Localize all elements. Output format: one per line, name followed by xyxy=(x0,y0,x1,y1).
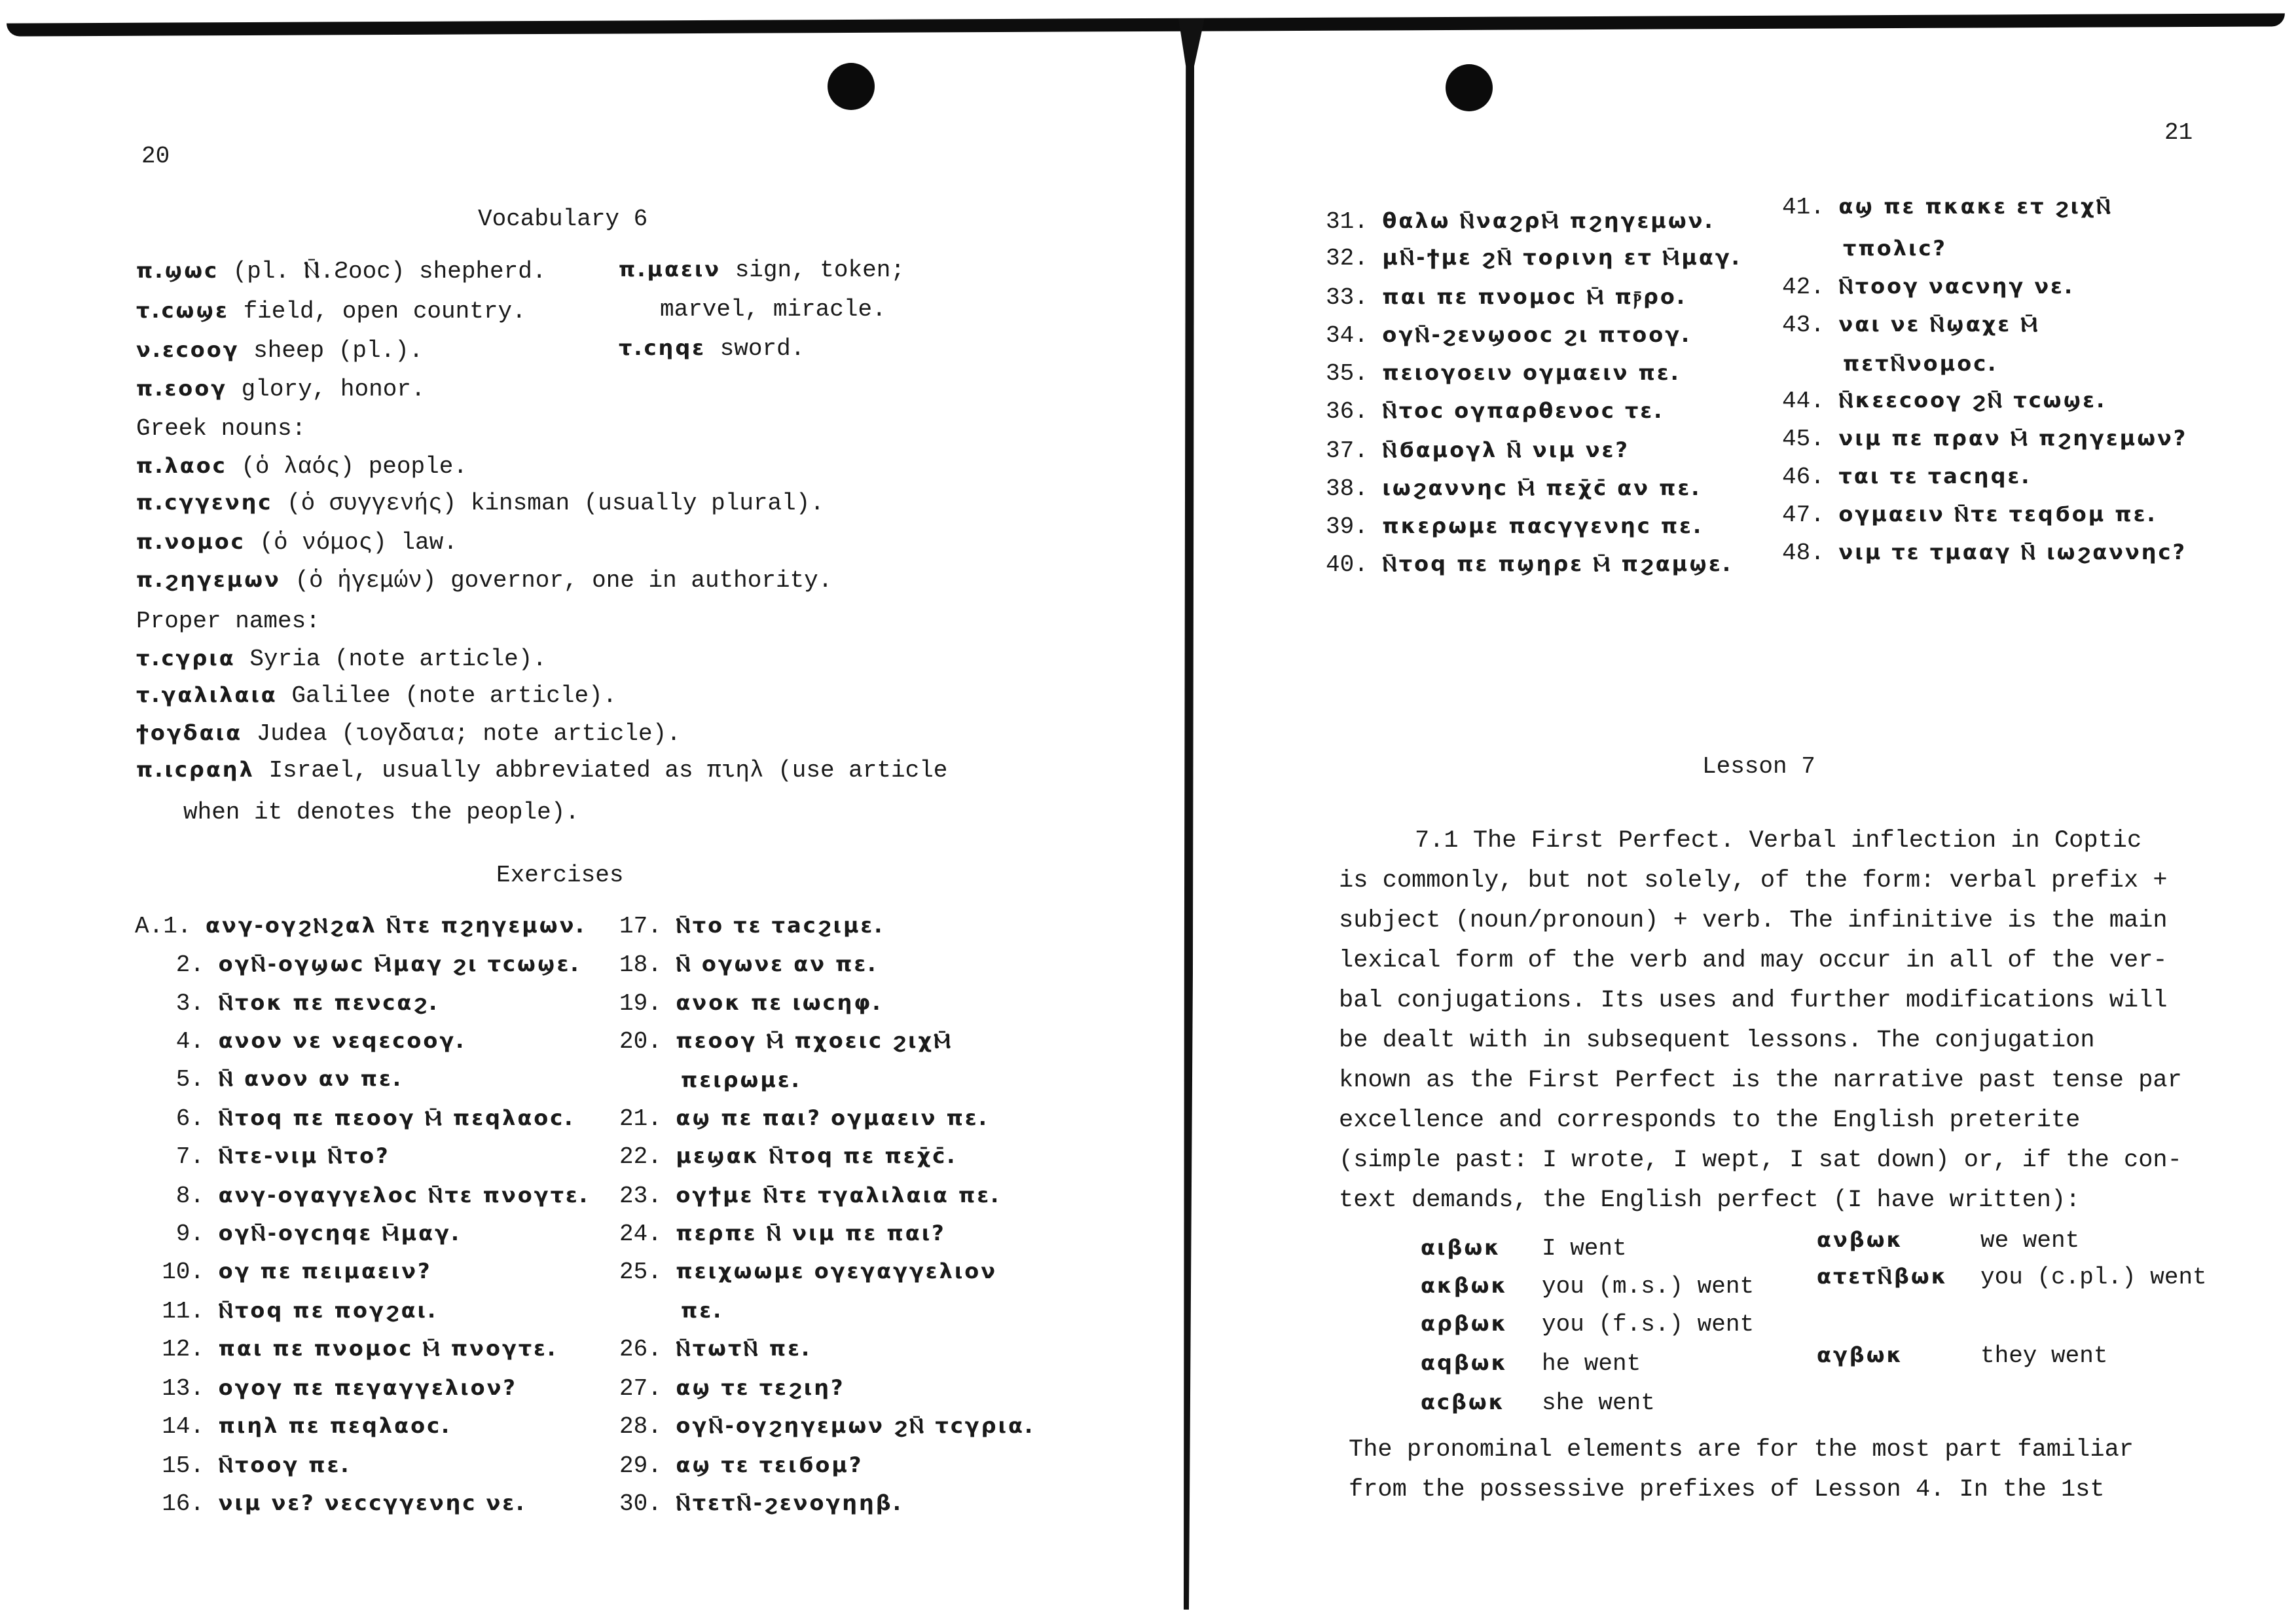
exercise-item: 23. ογϯμε Ⲛ̄τε τγαλιλαια πε. xyxy=(619,1183,1001,1209)
lesson-title: Lesson 7 xyxy=(1702,753,1815,780)
exercises-title: Exercises xyxy=(496,862,624,889)
paragraph-line: is commonly, but not solely, of the form: verbal prefix + xyxy=(1339,867,2168,895)
exercise-item: 42. Ⲛ̄τοογ ναcνηγ νε. xyxy=(1782,274,2075,301)
vocab-entry: π.ϩηγεμων (ὁ ἡγεμών) governor, one in authority. xyxy=(136,567,833,594)
exercise-item: 17. Ⲛ̄το τε τacϩιμε. xyxy=(619,913,884,940)
paragraph-line: bal conjugations. Its uses and further modifications will xyxy=(1339,987,2168,1014)
paragraph-line: lexical form of the verb and may occur in all of the ver- xyxy=(1339,947,2168,974)
exercise-item: 44. Ⲛ̄κεεcοογ ϩⲚ̄ τcωϣε. xyxy=(1782,388,2107,415)
vocab-entry-continuation: when it denotes the people). xyxy=(183,799,579,826)
exercise-item: 34. ογⲚ̄-ϩενϣοοc ϩι πτοογ. xyxy=(1326,322,1692,349)
exercise-item: 19. ανοκ πε ιωcηφ. xyxy=(619,990,883,1017)
conjugation-row: αρβωκ you (f.s.) went xyxy=(1421,1311,1755,1338)
conjugation-row: αqβωκ he went xyxy=(1421,1350,1641,1377)
vocab-entry: τ.cηqε sword. xyxy=(619,335,805,362)
paragraph-line: excellence and corresponds to the English preterite xyxy=(1339,1107,2081,1134)
exercise-item: 3. Ⲛ̄τοκ πε πενcαϩ. xyxy=(175,990,439,1017)
conjugation-row: ατετⲚ̄βωκ you (c.pl.) went xyxy=(1817,1264,2207,1291)
exercise-item: 15. Ⲛ̄τοογ πε. xyxy=(162,1452,351,1479)
scan-top-edge xyxy=(7,13,2285,36)
vocabulary-title: Vocabulary 6 xyxy=(478,206,648,232)
vocab-entry: π.μαειν sign, token; xyxy=(619,257,905,284)
vocab-entry: π.λαοc (ὁ λαός) people. xyxy=(136,453,467,480)
punch-hole-left xyxy=(828,63,875,110)
exercise-item-continuation: πειρωμε. xyxy=(681,1067,801,1092)
paragraph-line: The pronominal elements are for the most part familiar xyxy=(1349,1436,2134,1464)
vocab-entry: π.νομοc (ὁ νόμος) law. xyxy=(136,529,458,556)
exercise-item: 16. νιμ νε? νεccγγενηc νε. xyxy=(162,1490,526,1517)
conjugation-row: αcβωκ she went xyxy=(1421,1390,1655,1416)
exercise-item: 32. μⲚ̄-ϯμε ϩⲚ̄ τορινη ετ Ⲙ̄μαγ. xyxy=(1326,245,1741,272)
exercise-item: 22. μεϣακ Ⲛ̄τοq πε πεχ̄c̄. xyxy=(619,1143,957,1170)
exercise-item: 5. Ⲛ̄ ανον αν πε. xyxy=(175,1066,403,1093)
exercise-item: 35. πειογοειν ογμαειν πε. xyxy=(1326,360,1681,387)
exercise-item: 7. Ⲛ̄τε-νιμ Ⲛ̄το? xyxy=(175,1143,390,1170)
exercise-item: 45. νιμ πε πραν Ⲙ̄ πϩηγεμων? xyxy=(1782,426,2188,452)
exercise-item-continuation: πετⲚ̄νομοc. xyxy=(1843,351,1998,376)
exercise-item: 18. Ⲛ̄ ογωνε αν πε. xyxy=(619,951,878,978)
vocab-entry: τ.cγρια Syria (note article). xyxy=(136,646,547,673)
exercise-item: 46. ται τε τacηqε. xyxy=(1782,464,2032,490)
exercise-item: 47. ογμαειν Ⲛ̄τε τεqϭομ πε. xyxy=(1782,502,2157,528)
paragraph-line: subject (noun/pronoun) + verb. The infinitive is the main xyxy=(1339,907,2168,934)
book-spine-shadow xyxy=(1178,18,1205,1610)
paragraph-line: known as the First Perfect is the narrative past tense par xyxy=(1339,1067,2182,1094)
exercise-item: 41. αϣ πε πκακε ετ ϩιχⲚ̄ xyxy=(1782,194,2113,221)
exercise-item: 14. πιηλ πε πεqλαοc. xyxy=(162,1413,452,1440)
exercise-item: 25. πειχωωμε ογεγαγγελιον xyxy=(619,1259,998,1285)
conjugation-row: αιβωκ I went xyxy=(1421,1235,1627,1262)
exercise-item: 30. Ⲛ̄τετⲚ̄-ϩενογηηβ. xyxy=(619,1490,903,1517)
proper-names-heading: Proper names: xyxy=(136,608,320,635)
exercise-item: 28. ογⲚ̄-ογϩηγεμων ϩⲚ̄ τcγρια. xyxy=(619,1413,1035,1440)
lesson-paragraph xyxy=(1339,821,2255,1221)
paragraph-line: from the possessive prefixes of Lesson 4. In the 1st xyxy=(1349,1476,2105,1504)
exercise-item: 33. παι πε πνομοc Ⲙ̄ πⲣ̄ρο. xyxy=(1326,284,1687,311)
exercise-item: 43. ναι νε Ⲛ̄ϣαχε Ⲙ̄ xyxy=(1782,312,2040,339)
exercise-item: 2. ογⲚ̄-ογϣωc Ⲙ̄μαγ ϩι τcωϣε. xyxy=(175,951,581,978)
paragraph-line: (simple past: I wrote, I wept, I sat down) or, if the con- xyxy=(1339,1147,2182,1174)
vocab-entry: π.ϣωc (pl. Ⲛ̄.ϩοοc) shepherd. xyxy=(136,258,547,285)
exercise-item: 9. ογⲚ̄-ογcηqε Ⲙ̄μαγ. xyxy=(175,1221,462,1247)
exercise-item: 13. ογογ πε πεγαγγελιον? xyxy=(162,1375,517,1402)
lesson-paragraph-2 xyxy=(1349,1430,2265,1510)
exercise-item: 12. παι πε πνομοc Ⲙ̄ πνογτε. xyxy=(162,1336,558,1363)
punch-hole-right xyxy=(1446,64,1493,111)
exercise-item: 24. περπε Ⲛ̄ νιμ πε παι? xyxy=(619,1221,946,1247)
conjugation-row: αγβωκ they went xyxy=(1817,1342,2108,1369)
exercise-item: 10. ογ πε πειμαειν? xyxy=(162,1259,432,1285)
exercise-item: 27. αϣ τε τεϩιη? xyxy=(619,1375,845,1402)
exercise-item-continuation: πε. xyxy=(681,1298,723,1323)
paragraph-line: be dealt with in subsequent lessons. The conjugation xyxy=(1339,1027,2095,1054)
exercise-item: 21. αϣ πε παι? ογμαειν πε. xyxy=(619,1105,989,1132)
exercise-item: 38. ιωϩαννηc Ⲙ̄ πεχ̄c̄ αν πε. xyxy=(1326,475,1702,502)
vocab-entry: ν.εcοογ sheep (pl.). xyxy=(136,337,424,364)
exercise-item: A.1. ανγ-ογϩⲚϩαλ Ⲛ̄τε πϩηγεμων. xyxy=(135,913,586,940)
page-number-left: 20 xyxy=(141,143,170,170)
exercise-item: 29. αϣ τε τειϭομ? xyxy=(619,1452,864,1479)
vocab-entry: π.ιcραηλ Israel, usually abbreviated as πιηλ (use article xyxy=(136,757,948,784)
vocab-entry: π.εοογ glory, honor. xyxy=(136,376,426,403)
greek-nouns-heading: Greek nouns: xyxy=(136,415,306,442)
exercise-item: 36. Ⲛ̄τοc ογπαρθενοc τε. xyxy=(1326,398,1664,425)
exercise-item: 26. Ⲛ̄τωτⲚ̄ πε. xyxy=(619,1336,812,1363)
exercise-item: 31. θαλω Ⲛ̄ναϩρⲘ̄ πϩηγεμων. xyxy=(1326,208,1715,235)
exercise-item: 11. Ⲛ̄τοq πε πογϩαι. xyxy=(162,1298,438,1325)
paragraph-line: 7.1 The First Perfect. Verbal inflection in Coptic xyxy=(1415,827,2142,855)
vocab-entry: ϯογδαια Judea (ιογδαια; note article). xyxy=(136,720,681,747)
vocab-entry: τ.cωϣε field, open country. xyxy=(136,298,526,325)
exercise-item: 4. ανον νε νεqεcοογ. xyxy=(175,1028,466,1055)
vocab-entry: π.cγγενηc (ὁ συγγενής) kinsman (usually plural). xyxy=(136,490,824,517)
paragraph-line: text demands, the English perfect (I have written): xyxy=(1339,1187,2081,1214)
page-number-right: 21 xyxy=(2164,119,2193,146)
exercise-item: 20. πεοογ Ⲙ̄ πχοειc ϩιχⲘ̄ xyxy=(619,1028,953,1055)
conjugation-row: ακβωκ you (m.s.) went xyxy=(1421,1273,1755,1300)
vocab-entry: marvel, miracle. xyxy=(660,296,886,323)
exercise-item: 6. Ⲛ̄τοq πε πεοογ Ⲙ̄ πεqλαοc. xyxy=(175,1105,575,1132)
exercise-item: 8. ανγ-ογαγγελοc Ⲛ̄τε πνογτε. xyxy=(175,1183,589,1209)
exercise-item: 48. νιμ τε τμααγ Ⲛ̄ ιωϩαννηc? xyxy=(1782,540,2187,566)
exercise-item: 37. Ⲛ̄ϭαμογλ Ⲛ̄ νιμ νε? xyxy=(1326,437,1630,464)
conjugation-row: ανβωκ we went xyxy=(1817,1227,2080,1254)
vocab-entry: τ.γαλιλαια Galilee (note article). xyxy=(136,682,617,709)
exercise-item: 39. πκερωμε παcγγενηc πε. xyxy=(1326,513,1704,540)
exercise-item: 40. Ⲛ̄τοq πε πϣηρε Ⲙ̄ πϩαμϣε. xyxy=(1326,551,1732,578)
exercise-item-continuation: τπολιc? xyxy=(1843,236,1947,261)
